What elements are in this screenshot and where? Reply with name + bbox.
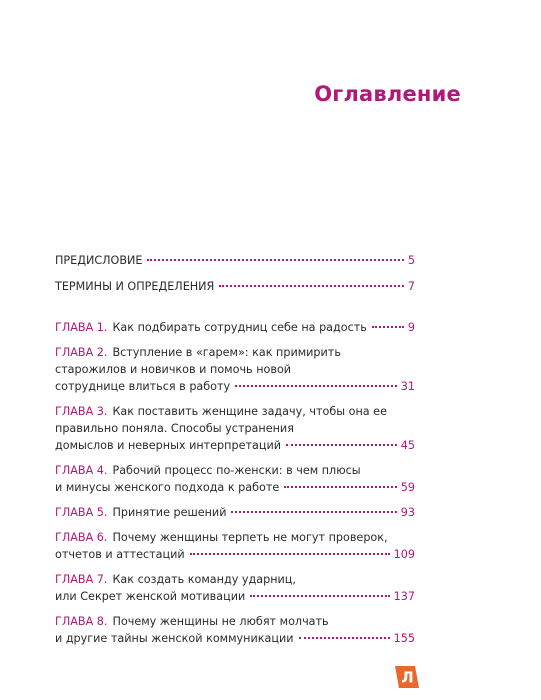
toc-page-number: 31 [400, 380, 415, 393]
chapter-title-line: или Секрет женской мотивации [55, 590, 246, 603]
toc-entry-chapter-5[interactable] [55, 504, 415, 521]
toc-page-number: 137 [393, 590, 415, 603]
toc-page-number: 109 [393, 548, 415, 561]
leader-dots [250, 595, 389, 597]
publisher-logo-icon [395, 664, 419, 688]
toc-entry-text: ТЕРМИНЫ И ОПРЕДЕЛЕНИЯ [55, 280, 215, 293]
toc-page-number: 9 [407, 321, 415, 334]
leader-dots [235, 385, 397, 387]
chapter-label: ГЛАВА 4. [55, 464, 108, 477]
chapter-title-line: старожилов и новичков и помочь новой [55, 363, 292, 376]
leader-dots [286, 444, 397, 446]
chapter-title-line: и другие тайны женской коммуникации [55, 632, 294, 645]
leader-dots [299, 637, 390, 639]
toc-entry-chapter-8[interactable] [55, 613, 415, 647]
leader-dots [231, 511, 396, 513]
toc-entry-chapter-7[interactable] [55, 571, 415, 605]
logo-glyph: Л [401, 668, 414, 687]
toc-entry-terms[interactable] [55, 278, 415, 295]
toc-page-number: 7 [407, 280, 415, 293]
chapter-title-line: Вступление в «гарем»: как примирить [112, 346, 341, 359]
leader-dots [147, 259, 403, 261]
toc-entry-chapter-3[interactable] [55, 403, 415, 454]
chapter-label: ГЛАВА 3. [55, 405, 108, 418]
chapter-title-line: Почему женщины терпеть не могут проверок, [112, 531, 388, 544]
toc-page-number: 45 [400, 439, 415, 452]
chapter-title-line: Как подбирать сотрудниц себе на радость [112, 321, 367, 334]
toc-page-number: 155 [393, 632, 415, 645]
chapter-label: ГЛАВА 5. [55, 506, 108, 519]
chapter-label: ГЛАВА 6. [55, 531, 108, 544]
toc-entry-chapter-2[interactable] [55, 344, 415, 395]
chapter-title-line: и минусы женского подхода к работе [55, 481, 280, 494]
toc-entry-text: ПРЕДИСЛОВИЕ [55, 254, 143, 267]
chapter-title-line: Принятие решений [112, 506, 227, 519]
chapter-label: ГЛАВА 8. [55, 615, 108, 628]
chapter-title-line: сотруднице влиться в работу [55, 380, 231, 393]
toc-entry-chapter-1[interactable] [55, 319, 415, 336]
leader-dots [284, 486, 397, 488]
chapter-title-line: правильно поняла. Способы устранения [55, 422, 294, 435]
toc-entry-chapter-4[interactable] [55, 462, 415, 496]
toc-page-number: 59 [400, 481, 415, 494]
leader-dots [190, 553, 390, 555]
leader-dots [219, 285, 404, 287]
toc-page-number: 93 [400, 506, 415, 519]
table-of-contents [55, 252, 415, 647]
chapter-title-line: Почему женщины не любят молчать [112, 615, 329, 628]
chapter-title-line: домыслов и неверных интерпретаций [55, 439, 281, 452]
chapter-title-line: Как создать команду ударниц, [112, 573, 296, 586]
toc-entry-foreword[interactable] [55, 252, 415, 269]
chapter-label: ГЛАВА 7. [55, 573, 108, 586]
page-title: Оглавление [314, 82, 461, 106]
toc-page-number: 5 [407, 254, 415, 267]
chapter-label: ГЛАВА 1. [55, 321, 108, 334]
chapter-title-line: отчетов и аттестаций [55, 548, 185, 561]
chapter-title-line: Рабочий процесс по-женски: в чем плюсы [112, 464, 361, 477]
chapter-title-line: Как поставить женщине задачу, чтобы она ее [112, 405, 387, 418]
toc-entry-chapter-6[interactable] [55, 529, 415, 563]
chapter-label: ГЛАВА 2. [55, 346, 108, 359]
leader-dots [372, 326, 404, 328]
